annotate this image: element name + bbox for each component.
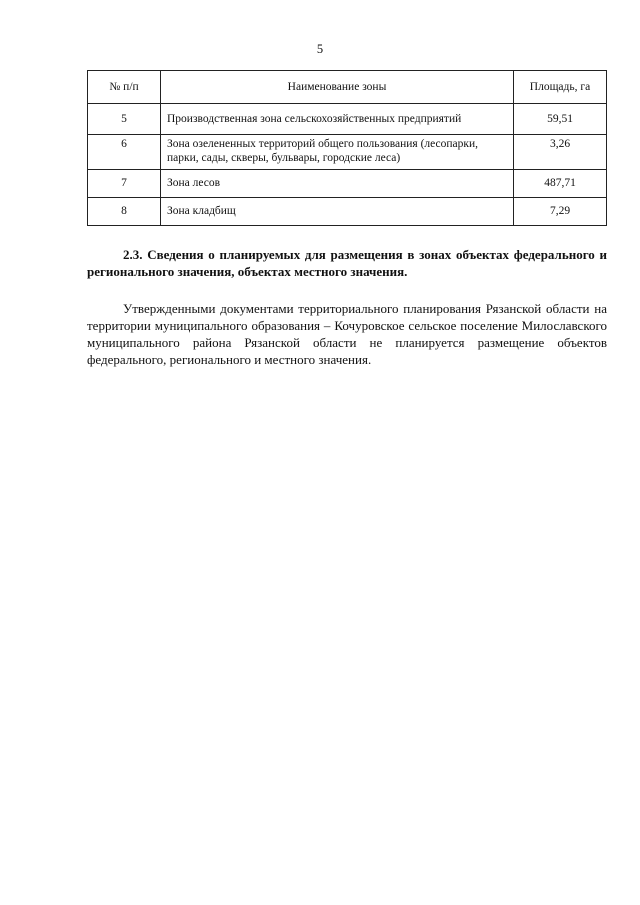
- column-header-number: № п/п: [88, 71, 161, 104]
- page-number: 5: [316, 42, 324, 56]
- table-row: [88, 135, 607, 170]
- table-row: [88, 104, 607, 135]
- table-row: [88, 170, 607, 198]
- row-area: 59,51: [514, 104, 607, 135]
- section-paragraph: Утвержденными документами территориального планирования Рязанской области на территории муниципального образования – Кочуровское сельское поселение Милославского муниципального района Рязанской области не планируется размещение объектов федерального, регионального и местного значения.: [87, 301, 607, 367]
- row-zone-name: Зона лесов: [161, 170, 514, 198]
- row-zone-name: Зона озелененных территорий общего пользования (лесопарки, парки, сады, скверы, бульвары, городские леса): [161, 135, 514, 170]
- column-header-zone-name: Наименование зоны: [161, 71, 514, 104]
- row-area: 3,26: [514, 135, 607, 170]
- row-number: 6: [88, 135, 161, 170]
- row-number: 5: [88, 104, 161, 135]
- table-header-row: [88, 71, 607, 104]
- section-heading: 2.3. Сведения о планируемых для размещения в зонах объектах федерального и регионального значения, объектах местного значения.: [87, 247, 607, 279]
- row-number: 8: [88, 198, 161, 226]
- row-area: 7,29: [514, 198, 607, 226]
- table-row: [88, 198, 607, 226]
- row-zone-name: Производственная зона сельскохозяйственных предприятий: [161, 104, 514, 135]
- row-zone-name: Зона кладбищ: [161, 198, 514, 226]
- column-header-area: Площадь, га: [514, 71, 607, 104]
- row-area: 487,71: [514, 170, 607, 198]
- zones-table: [87, 70, 607, 226]
- row-number: 7: [88, 170, 161, 198]
